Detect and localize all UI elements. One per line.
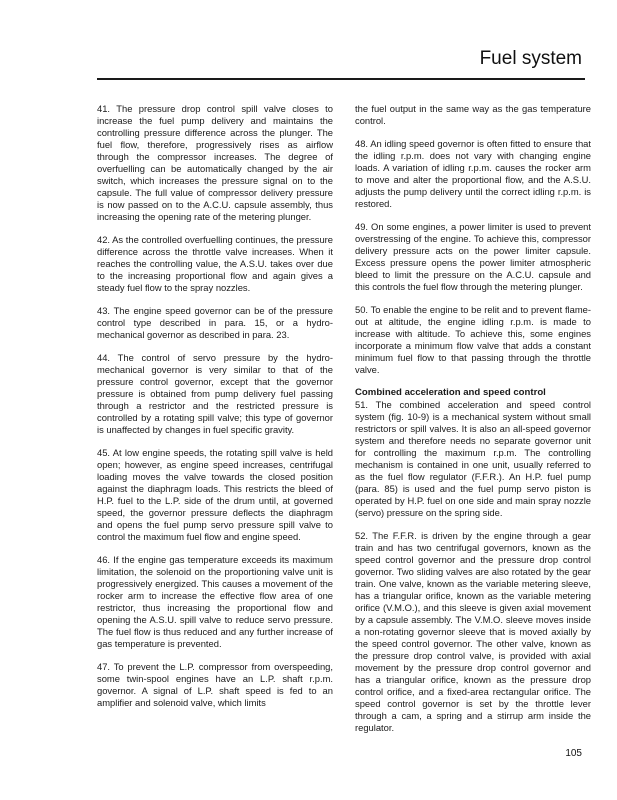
paragraph-51: 51. The combined acceleration and speed control system (fig. 10-9) is a mechanical system without small restrictors or spill valves. It is also an all-speed governor system and therefore needs no separate governor unit for controlling the maximum r.p.m. The controlling mechanism is contained in one unit, usually referred to as the fuel flow regulator (F.F.R.). An H.P. fuel pump (para. 85) is used and the fuel pump servo piston is operated by H.P. fuel on one side and main spray nozzle (servo) pressure on the spring side.	[355, 399, 591, 518]
paragraph-43: 43. The engine speed governor can be of the pressure control type described in para. 15, or a hydro-mechanical governor as described in para. 23.	[97, 305, 333, 340]
paragraph-49: 49. On some engines, a power limiter is used to prevent overstressing of the engine. To achieve this, compressor delivery pressure acts on the power limiter capsule. Excess pressure opens the power limiter atmospheric bleed to limit the pressure on the A.C.U. capsule and this controls the fuel flow through the metering plunger.	[355, 221, 591, 292]
paragraph-42: 42. As the controlled overfuelling continues, the pressure difference across the throttle valve increases. When it reaches the controlling value, the A.S.U. takes over due to the increasing proportional flow and again gives a steady fuel flow to the spray nozzles.	[97, 234, 333, 293]
paragraph-47: 47. To prevent the L.P. compressor from overspeeding, some twin-spool engines have an L.P. shaft r.p.m. governor. A signal of L.P. shaft speed is fed to an amplifier and solenoid valve, which limits	[97, 661, 333, 708]
page-title: Fuel system	[479, 48, 582, 69]
page-number: 105	[565, 748, 582, 759]
paragraph-46: 46. If the engine gas temperature exceeds its maximum limitation, the solenoid on the proportioning valve unit is progressively energized. This causes a movement of the rocker arm to increase the effective flow area of one restrictor, thus increasing the proportional flow and opening the A.S.U. spill valve to reduce servo pressure. The fuel flow is thus reduced and any further increase of gas temperature is prevented.	[97, 554, 333, 649]
paragraph-50: 50. To enable the engine to be relit and to prevent flame-out at altitude, the engine idling r.p.m. is made to increase with altitude. To achieve this, some engines incorporate a minimum flow valve that adds a constant minimum fuel flow to that passing through the throttle valve.	[355, 304, 591, 375]
paragraph-52: 52. The F.F.R. is driven by the engine through a gear train and has two centrifugal governors, known as the speed control governor and the pressure drop control governor. Two sliding valves are also rotated by the gear train. One valve, known as the variable metering sleeve, has a triangular orifice, known as the variable metering orifice (V.M.O.), and this sleeve is given axial movement by a capsule assembly. The V.M.O. sleeve moves inside a non-rotating governor sleeve that is moved axially by the speed control governor. The other valve, known as the pressure drop control valve, is provided with axial movement by the pressure drop control governor and has a triangular orifice, known as the pressure drop control orifice, and a fixed-area rectangular orifice. The speed control governor is set by the throttle lever through a cam, a spring and a stirrup arm inside the regulator.	[355, 530, 591, 733]
section-heading: Combined acceleration and speed control	[355, 387, 546, 398]
left-column	[97, 103, 333, 720]
paragraph-48: 48. An idling speed governor is often fitted to ensure that the idling r.p.m. does not vary with changing engine loads. A variation of idling r.p.m. causes the rocker arm to move and alter the proportional flow, and the A.S.U. adjusts the pump delivery until the correct idling r.p.m. is restored.	[355, 138, 591, 209]
paragraph-45: 45. At low engine speeds, the rotating spill valve is held open; however, as engine speed increases, centrifugal loading moves the valve towards the closed position against the diaphragm loads. This restricts the bleed of H.P. fuel to the L.P. side of the drum until, at governed speed, the governor pressure deflects the diaphragm and opens the fuel pump servo pressure spill valve to control the maximum fuel flow and engine speed.	[97, 447, 333, 542]
right-column	[355, 103, 591, 745]
paragraph-44: 44. The control of servo pressure by the hydro-mechanical governor is very similar to that of the pressure control governor, except that the governor pressure is obtained from pump delivery fuel passing through a restrictor and the restricted pressure is controlled by a rotating spill valve; this type of governor is unaffected by changes in fuel specific gravity.	[97, 352, 333, 435]
paragraph-47-continued: the fuel output in the same way as the gas temperature control.	[355, 103, 591, 126]
header-rule	[97, 78, 585, 80]
paragraph-41: 41. The pressure drop control spill valve closes to increase the fuel pump delivery and maintains the controlling pressure difference across the plunger. The fuel flow, therefore, progressively rises as airflow through the compressor increases. The degree of overfuelling can be automatically changed by the air switch, which increases the pressure signal on to the capsule. The full value of compressor delivery pressure is now passed on to the A.C.U. capsule assembly, thus increasing the opening rate of the metering plunger.	[97, 103, 333, 222]
